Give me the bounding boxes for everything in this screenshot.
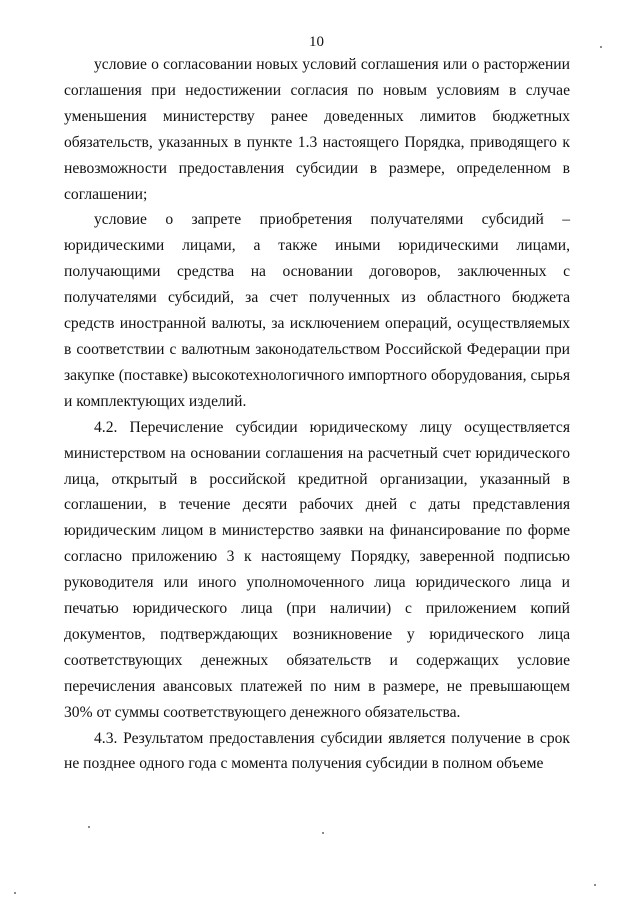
document-body <box>64 52 570 777</box>
scan-speck <box>594 884 596 886</box>
scan-speck <box>600 46 602 48</box>
paragraph-foreign-currency-ban: условие о запрете приобретения получателями субсидий – юридическими лицами, а также иными юридическими лицами, получающими средства на основании договоров, заключенных с получателями субсидий, за счет полученных из областного бюджета средств иностранной валюты, за исключением операций, осуществляемых в соответствии с валютным законодательством Российской Федерации при закупке (поставке) высокотехнологичного импортного оборудования, сырья и комплектующих изделий. <box>64 211 570 410</box>
paragraph-4-2-subsidy-transfer: 4.2. Перечисление субсидии юридическому лицу осуществляется министерством на основании соглашения на расчетный счет юридического лица, открытый в российской кредитной организации, указанный в соглашении, в течение десяти рабочих дней с даты представления юридическим лицом в министерство заявки на финансирование по форме согласно приложению 3 к настоящему Порядку, заверенной подписью руководителя или иного уполномоченного лица юридического лица и печатью юридического лица (при наличии) с приложением копий документов, подтверждающих возникновение у юридического лица соответствующих денежных обязательств и содержащих условие перечисления авансовых платежей по ним в размере, не превышающем 30% от суммы соответствующего денежного обязательства. <box>64 418 570 721</box>
page-number: 10 <box>309 34 324 50</box>
paragraph-4-3-subsidy-result: 4.3. Результатом предоставления субсидии является получение в срок не позднее одного года с момента получения субсидии в полном объеме <box>64 729 570 773</box>
scan-speck <box>322 832 324 834</box>
paragraph-agreement-renegotiation: условие о согласовании новых условий соглашения или о расторжении соглашения при недостижении согласия по новым условиям в случае уменьшения министерству ранее доведенных лимитов бюджетных обязательств, указанных в пункте 1.3 настоящего Порядка, приводящего к невозможности предоставления субсидии в размере, определенном в соглашении; <box>64 56 570 203</box>
scan-speck <box>88 826 90 828</box>
scan-speck <box>14 892 16 894</box>
